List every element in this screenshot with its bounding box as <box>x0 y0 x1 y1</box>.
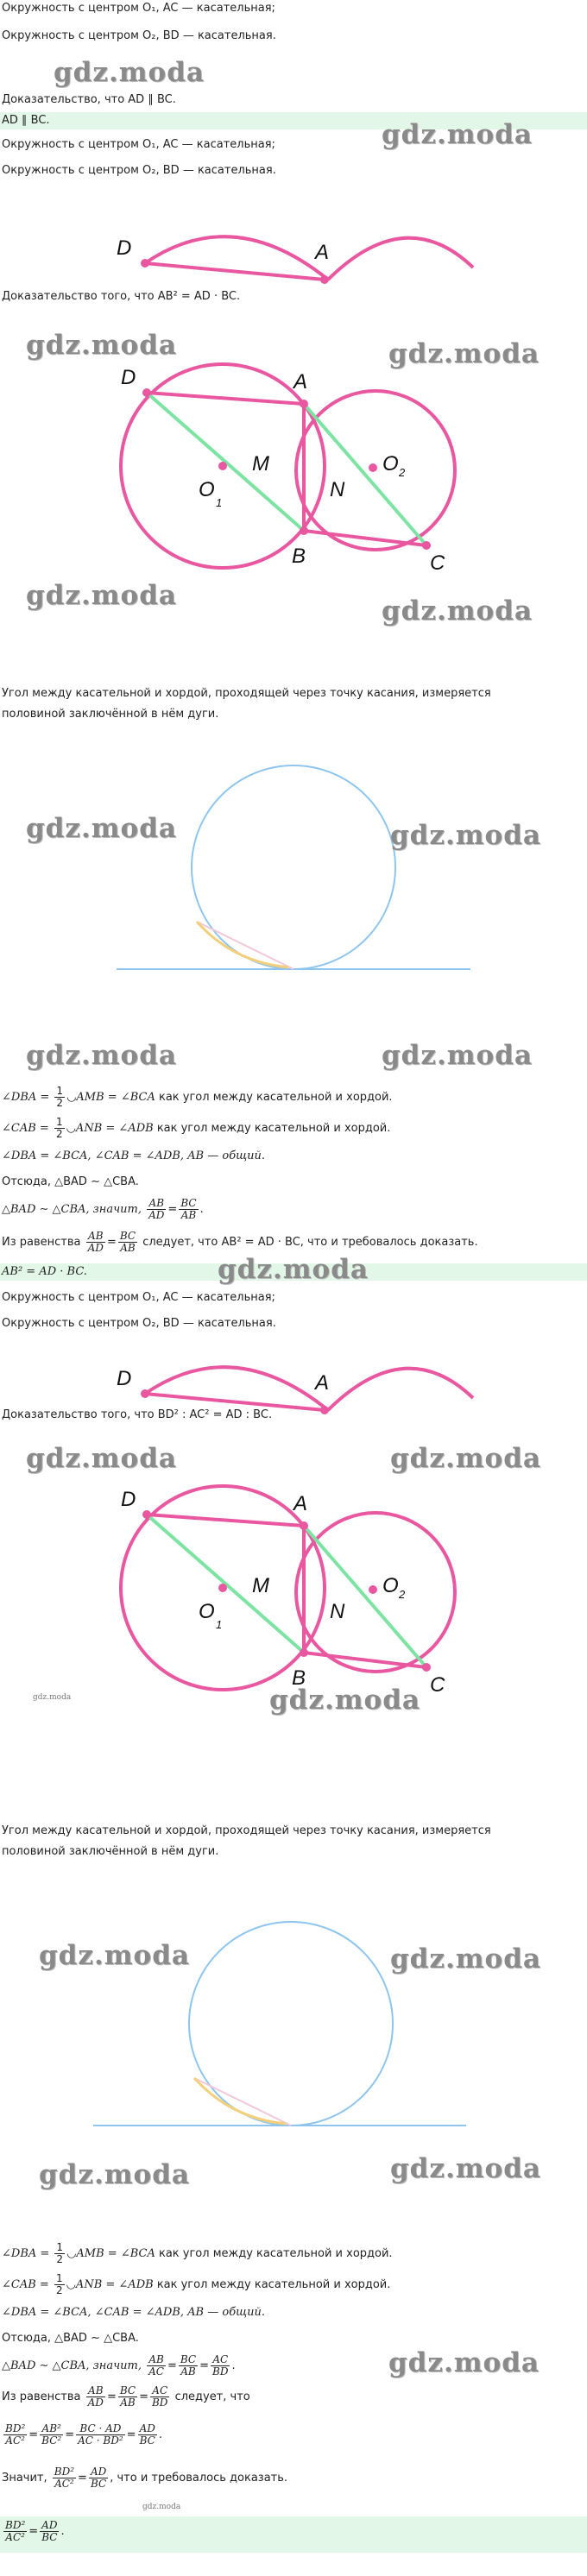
proof-title-2: Доказательство того, что AB² = AD · BC. <box>2 290 241 303</box>
watermark: gdz.moda <box>26 1443 177 1474</box>
watermark: gdz.moda <box>26 330 177 361</box>
point-a-label: A <box>315 241 330 264</box>
watermark: gdz.moda <box>390 1943 541 1975</box>
given-line-1: Окружность с центром O₁, AC — касательная; <box>2 2 275 15</box>
given-line-2: Окружность с центром O₂, BD — касательная. <box>2 29 276 42</box>
center-o2-subscript: 2 <box>399 466 406 479</box>
point-c-label: C <box>430 551 445 575</box>
given-line-1: Окружность с центром O₁, AC — касательная; <box>2 1291 275 1304</box>
center-o1-subscript: 1 <box>216 496 223 509</box>
equation-row: ∠DBA = $\frac{1}{2}$ ◡AMB = ∠BCA как угол между касательной и хордой. <box>2 1085 393 1109</box>
point-b-label: B <box>292 1666 306 1690</box>
equation-row: ∠DBA = $\frac{1}{2}$ ◡AMB = ∠BCA как угол между касательной и хордой. <box>2 2241 393 2265</box>
equation-row: △BAD ∼ △CBA, значит, $\frac{AB}{AD}$ = $\frac{BC}{AB}$ . <box>2 1197 204 1221</box>
point-a-label: A <box>315 1371 330 1395</box>
given-line-2: Окружность с центром O₂, BD — касательная. <box>2 1317 276 1330</box>
equation-row: ∠DBA = ∠BCA, ∠CAB = ∠ADB, AB — общий. <box>2 1149 266 1162</box>
center-o2-label: O <box>382 1574 399 1597</box>
center-o1-label: O <box>199 478 215 501</box>
equation-row: Из равенства $\frac{AB}{AD}$ = $\frac{BC}{AB}$ = $\frac{AC}{BD}$ следует, что <box>2 2384 250 2409</box>
given-line-3: Окружность с центром O₁, AC — касательная; <box>2 138 275 151</box>
theorem-line-1: Угол между касательной и хордой, проходящей через точку касания, измеряется <box>2 1824 491 1837</box>
point-d-label: D <box>121 366 136 389</box>
point-m-label: M <box>252 452 269 476</box>
point-c-label: C <box>430 1673 445 1697</box>
center-o2-label: O <box>382 452 399 476</box>
center-o1-label: O <box>199 1600 215 1623</box>
proof-result: AD ∥ BC. <box>2 114 50 127</box>
watermark: gdz.moda <box>218 1254 369 1285</box>
point-d-label: D <box>117 236 132 260</box>
watermark: gdz.moda <box>390 1443 541 1474</box>
proof-title: Доказательство того, что BD² : AC² = AD : BC. <box>2 1408 273 1421</box>
equation-row: ∠CAB = $\frac{1}{2}$ ◡ANB = ∠ADB как угол между касательной и хордой. <box>2 2272 391 2296</box>
theorem-line-1: Угол между касательной и хордой, проходящей через точку касания, измеряется <box>2 687 491 700</box>
watermark: gdz.moda <box>390 2153 541 2184</box>
equation-row: Из равенства $\frac{AB}{AD}$ = $\frac{BC}{AB}$ следует, что AB² = AD · BC, что и требовалось доказать. <box>2 1230 478 1254</box>
equation-row: Значит, $\frac{\text{BD²}}{\text{AC²}}$ = $\frac{AD}{BC}$ , что и требовалось доказать. <box>2 2466 288 2490</box>
result-highlight <box>0 2516 587 2553</box>
point-m-label: M <box>252 1574 269 1597</box>
equation-row: Отсюда, △BAD ∼ △CBA. <box>2 1175 139 1188</box>
equation-row: ∠CAB = $\frac{1}{2}$ ◡ANB = ∠ADB как угол между касательной и хордой. <box>2 1116 391 1140</box>
final-result: $\frac{\text{BD²}}{\text{AC²}}$ = $\frac{AD}{BC}$ . <box>5 2519 65 2543</box>
equation-row: △BAD ∼ △CBA, значит, $\frac{AB}{AC}$ = $\frac{BC}{AB}$ = $\frac{AC}{BD}$ . <box>2 2353 236 2378</box>
watermark: gdz.moda <box>26 580 177 611</box>
theorem-line-2: половиной заключённой в нём дуги. <box>2 1845 219 1858</box>
watermark: gdz.moda <box>382 1040 533 1071</box>
watermark: gdz.moda <box>142 2503 181 2511</box>
point-d-label: D <box>117 1367 132 1390</box>
watermark: gdz.moda <box>39 2159 190 2190</box>
point-d-label: D <box>121 1488 136 1511</box>
proof-title: Доказательство, что AD ∥ BC. <box>2 93 176 106</box>
watermark: gdz.moda <box>26 813 177 844</box>
two-arcs-figure <box>0 1346 587 1441</box>
tangent-circle-figure <box>0 777 587 1001</box>
point-a-label: A <box>294 1492 308 1515</box>
center-o2-subscript: 2 <box>399 1588 406 1601</box>
watermark: gdz.moda <box>388 338 540 369</box>
watermark: gdz.moda <box>388 2347 540 2378</box>
watermark: gdz.moda <box>33 1693 72 1702</box>
given-line-4: Окружность с центром O₂, BD — касательная. <box>2 164 276 177</box>
watermark: gdz.moda <box>26 1040 177 1071</box>
equation-row: Отсюда, △BAD ∼ △CBA. <box>2 2332 139 2345</box>
watermark: gdz.moda <box>39 1940 190 1971</box>
watermark: gdz.moda <box>54 57 205 88</box>
point-n-label: N <box>330 1600 345 1623</box>
equation-row: $\frac{\text{BD²}}{\text{AC²}}$ = $\frac{\text{AB²}}{\text{BC²}}$ = $\frac{BC \cdot AD}{\text{AC · BD²}}$ = $\frac{AD}{BC}$ . <box>5 2422 162 2447</box>
point-b-label: B <box>292 545 306 568</box>
watermark: gdz.moda <box>390 820 541 851</box>
center-o1-subscript: 1 <box>216 1618 223 1631</box>
point-n-label: N <box>330 478 345 501</box>
watermark: gdz.moda <box>382 595 533 627</box>
point-a-label: A <box>294 370 308 394</box>
equation-row: ∠DBA = ∠BCA, ∠CAB = ∠ADB, AB — общий. <box>2 2306 266 2319</box>
final-result: AB² = AD · BC. <box>2 1265 87 1278</box>
theorem-line-2: половиной заключённой в нём дуги. <box>2 708 219 721</box>
two-circles-figure <box>0 1450 587 1697</box>
watermark: gdz.moda <box>269 1685 420 1716</box>
watermark: gdz.moda <box>382 119 533 150</box>
